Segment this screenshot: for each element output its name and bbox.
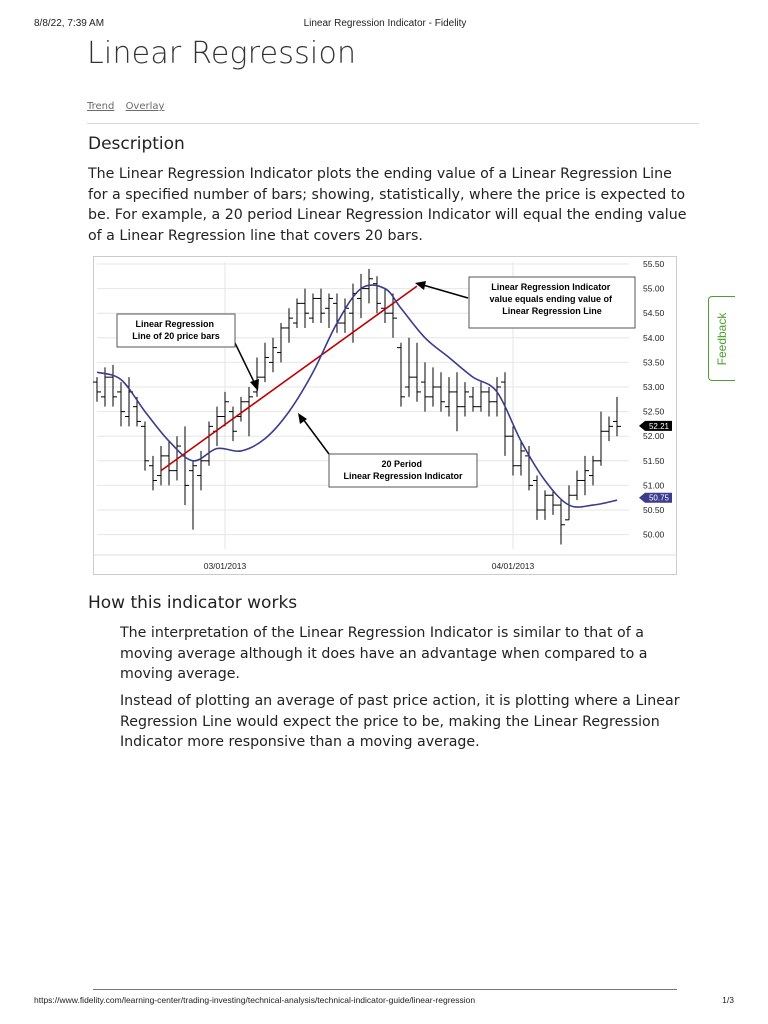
y-tick-label: 52.50 [643,406,665,417]
feedback-label: Feedback [715,312,729,365]
y-tick-label: 54.50 [643,308,665,319]
y-tick-label: 51.00 [643,480,665,491]
print-datetime: 8/8/22, 7:39 AM [34,18,105,29]
page-title: Linear Regression [87,36,357,71]
y-tick-label: 54.00 [643,332,665,343]
print-header [34,18,736,30]
y-tick-label: 53.50 [643,357,665,368]
how-it-works-heading: How this indicator works [88,593,298,613]
annotation-text-3: 20 Period Linear Regression Indicator [343,459,463,481]
price-label-text: 50.75 [648,493,670,503]
feedback-button[interactable] [708,296,735,381]
price-label-text: 52.21 [648,421,670,431]
price-label [639,421,672,431]
tag-link-overlay[interactable]: Overlay [125,101,165,112]
y-tick-label: 55.50 [643,259,665,269]
footer-url: https://www.fidelity.com/learning-center/trading-investing/technical-analysis/technical-indicator-guide/linear-regression [34,995,476,1005]
footer-page-number: 1/3 [722,995,734,1005]
footer-rule [93,989,677,990]
y-tick-label: 50.00 [643,529,665,540]
annotation-text-1: Linear Regression Indicator value equals ending value of Linear Regression Line [489,282,613,316]
description-text: The Linear Regression Indicator plots the ending value of a Linear Regression Line for a specified number of bars; showing, statistically, where the price is expected to be. For example, a 20 period Linear Regression Indicator will equal the ending value of a Linear Regression line that covers 20 bars. [88,166,687,244]
tag-link-trend[interactable]: Trend [87,101,115,112]
annotation-text-2: Linear Regression Line of 20 price bars [132,319,220,341]
x-tick-label: 03/01/2013 [203,561,247,571]
price-label [639,493,672,503]
tag-list [87,101,172,112]
y-tick-label: 50.50 [643,505,665,515]
how-it-works-paragraph-2: Instead of plotting an average of past price action, it is plotting where a Linear Regression Line would expect the price to be, making the Linear Regression Indicator more responsive than a moving average. [120,693,680,750]
print-doc-title: Linear Regression Indicator - Fidelity [303,18,467,29]
y-tick-label: 55.00 [643,283,665,294]
section-divider [87,123,699,124]
x-tick-label: 04/01/2013 [491,561,535,571]
y-tick-label: 53.00 [643,382,665,392]
y-tick-label: 52.00 [643,431,665,442]
linear-regression-chart [93,256,677,575]
description-heading: Description [88,134,185,154]
y-tick-label: 51.50 [643,455,665,466]
how-it-works-paragraph-1: The interpretation of the Linear Regression Indicator is similar to that of a moving average although it does have an advantage when compared to a moving average. [120,625,648,682]
